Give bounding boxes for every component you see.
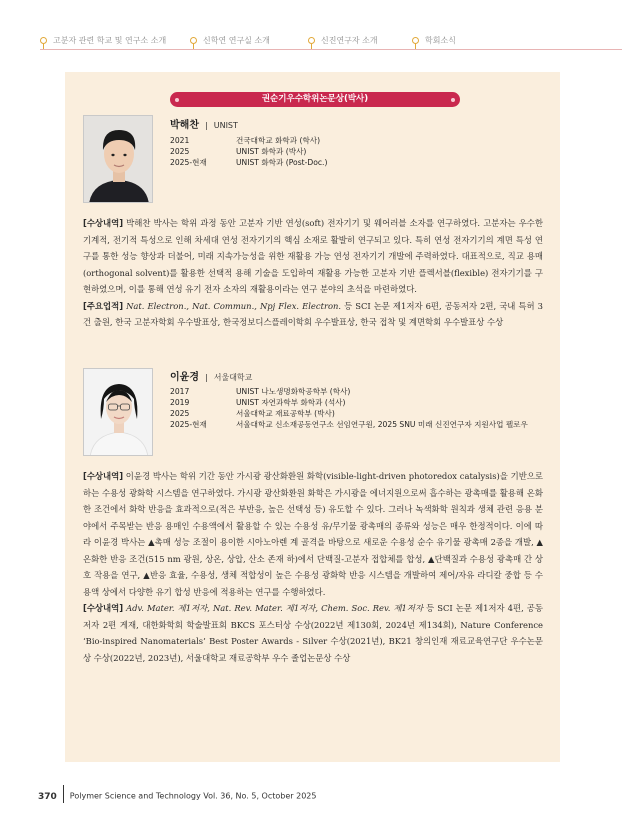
journal-citation: Polymer Science and Technology Vol. 36, No. 5, October 2025: [69, 791, 317, 801]
portrait-photo-1: [83, 115, 153, 203]
person-1-works: [주요업적] Nat. Electron., Nat. Commun., Npj Flex. Electron. 등 SCI 논문 제1저자 6편, 공동저자 2편, 국내 특허 3건 출원, 한국 고분자학회 우수발표상, 한국정보디스플레이학회 우수발표상, 한국 접착 및 계면학회 우수발표상 수상: [83, 300, 543, 327]
name-separator: |: [202, 121, 211, 130]
history-row: 2019 UNIST 자연과학부 화학과 (석사): [170, 398, 346, 407]
nav-item-label: 신학연 연구실 소개: [203, 36, 270, 45]
award-banner: [170, 92, 460, 107]
person-1-affiliation: UNIST: [213, 121, 238, 130]
nav-item-label: 학회소식: [425, 36, 456, 45]
history-row: 2025 UNIST 화학과 (박사): [170, 147, 307, 156]
history-row: 2021 건국대학교 화학과 (학사): [170, 136, 321, 145]
name-separator: |: [202, 373, 211, 382]
person-2-name: 이윤경: [170, 372, 199, 383]
location-pin-icon: [40, 37, 47, 44]
footer-divider: [63, 785, 64, 803]
person-2-affiliation: 서울대학교: [213, 373, 253, 382]
person-portrait-icon: [84, 369, 153, 456]
person-1-name-block: [170, 116, 238, 131]
history-row: 2025 서울대학교 재료공학부 (박사): [170, 409, 335, 418]
history-row: 2025-현재 서울대학교 신소재공동연구소 선임연구원, 2025 SNU 미래 신진연구자 지원사업 펠로우: [170, 420, 528, 429]
person-2-name-block: [170, 368, 252, 383]
nav-item-label: 고분자 관련 학교 및 연구소 소개: [53, 36, 167, 45]
location-pin-icon: [308, 37, 315, 44]
page-number: 370: [38, 791, 57, 802]
person-portrait-icon: [84, 116, 153, 203]
history-row: 2017 UNIST 나노생명화학공학부 (학사): [170, 387, 351, 396]
award-title: 권순기우수학위논문상(박사): [261, 94, 369, 104]
person-1-description: [83, 215, 543, 331]
person-1-name: 박해찬: [170, 120, 199, 131]
location-pin-icon: [412, 37, 419, 44]
nav-item-schools[interactable]: [40, 35, 166, 46]
nav-line: [40, 49, 622, 50]
page-footer: [38, 787, 316, 805]
person-2-description: [83, 468, 543, 666]
person-2-history: [170, 386, 528, 430]
nav-item-label: 신진연구자 소개: [321, 36, 378, 45]
banner-dot-left: [175, 98, 179, 102]
person-1-summary: [수상내역] 박해찬 박사는 학위 과정 동안 고분자 기반 연성(soft) 전자기기 및 웨어러블 소자를 연구하였다. 고분자는 우수한 기계적, 전기적 특성으로 인해 차세대 연성 전자기기의 핵심 소재로 활발히 연구되고 있다. 특히 연성 전자기기의 계면 특성 연구를 통한 성능 향상과 더불어, 미래 지속가능성을 위한 재활용 가능 연성 전자기기 개발에 주력하였다. 대표적으로, 직교 용매(orthogonal solvent)를 활용한 선택적 용해 기술을 도입하여 재활용 가능한 고분자 기반 플렉서블(flexible) 전자기기를 구현하였으며, 이를 통해 연성 유기 전자 소자의 재활용이라는 연구 분야의 초석을 마련하였다.: [83, 218, 543, 294]
nav-item-labs[interactable]: [190, 35, 270, 46]
person-2-works: [수상내역] Adv. Mater. 제1저자, Nat. Rev. Mater. 제1저자, Chem. Soc. Rev. 제1저자 등 SCI 논문 제1저자 4편, 공동저자 2편 게재, 대한화학회 학술발표회 BKCS 포스터상 수상(2022년 제130회, 2024년 제134회), Nature Conference ‘Bio-inspired Nanomaterials’ Best Poster Awards - Silver 수상(2021년), BK21 창의인재 재료교육연구단 우수논문상 수상(2022년, 2023년), 서울대학교 재료공학부 우수 졸업논문상 수상: [83, 603, 543, 663]
person-1-history: [170, 135, 327, 168]
person-2-summary: [수상내역] 이윤경 박사는 학위 기간 동안 가시광 광산화환원 화학(visible-light-driven photoredox catalysis)을 기반으로 하는 수용성 광화학 시스템을 연구하였다. 가시광 광산화환원 화학은 가시광을 에너지원으로써 흡수하는 광촉매를 활용해 온화한 조건에서 화학 반응을 효과적으로(적은 부반응, 높은 선택성 등) 유도할 수 있다. 그러나 녹색화학 원칙과 생체 관련 응용 분야에서 주목받는 반응 용매인 수용액에서 활용할 수 있는 수용성 유/무기물 광촉매의 종류와 성능은 매우 한정적이다. 이에 따라 이윤경 박사는 ▲촉매 성능 조절이 용이한 시아노아렌 계 골격을 바탕으로 새로운 수용성 순수 유기물 광촉매 2종을 개발, ▲온화한 반응 조건(515 nm 광원, 상온, 상압, 산소 존재 하)에서 단백질-고분자 접합체를 합성, ▲단백질과 수용성 광촉매 간 상호 작용을 연구, ▲반응 효율, 수용성, 생체 적합성이 높은 수용성 광화학 반응 시스템을 개발하여 제어/자유 라디칼 중합 등 수용액 상에서 다양한 유기 합성 반응에 적용하는 연구를 수행하였다.: [83, 471, 543, 597]
location-pin-icon: [190, 37, 197, 44]
history-row: 2025-현재 UNIST 화학과 (Post-Doc.): [170, 158, 328, 167]
nav-item-researchers[interactable]: [308, 35, 378, 46]
top-navigation: [0, 0, 622, 56]
portrait-photo-2: [83, 368, 153, 456]
nav-item-news[interactable]: [412, 35, 456, 46]
banner-dot-right: [451, 98, 455, 102]
